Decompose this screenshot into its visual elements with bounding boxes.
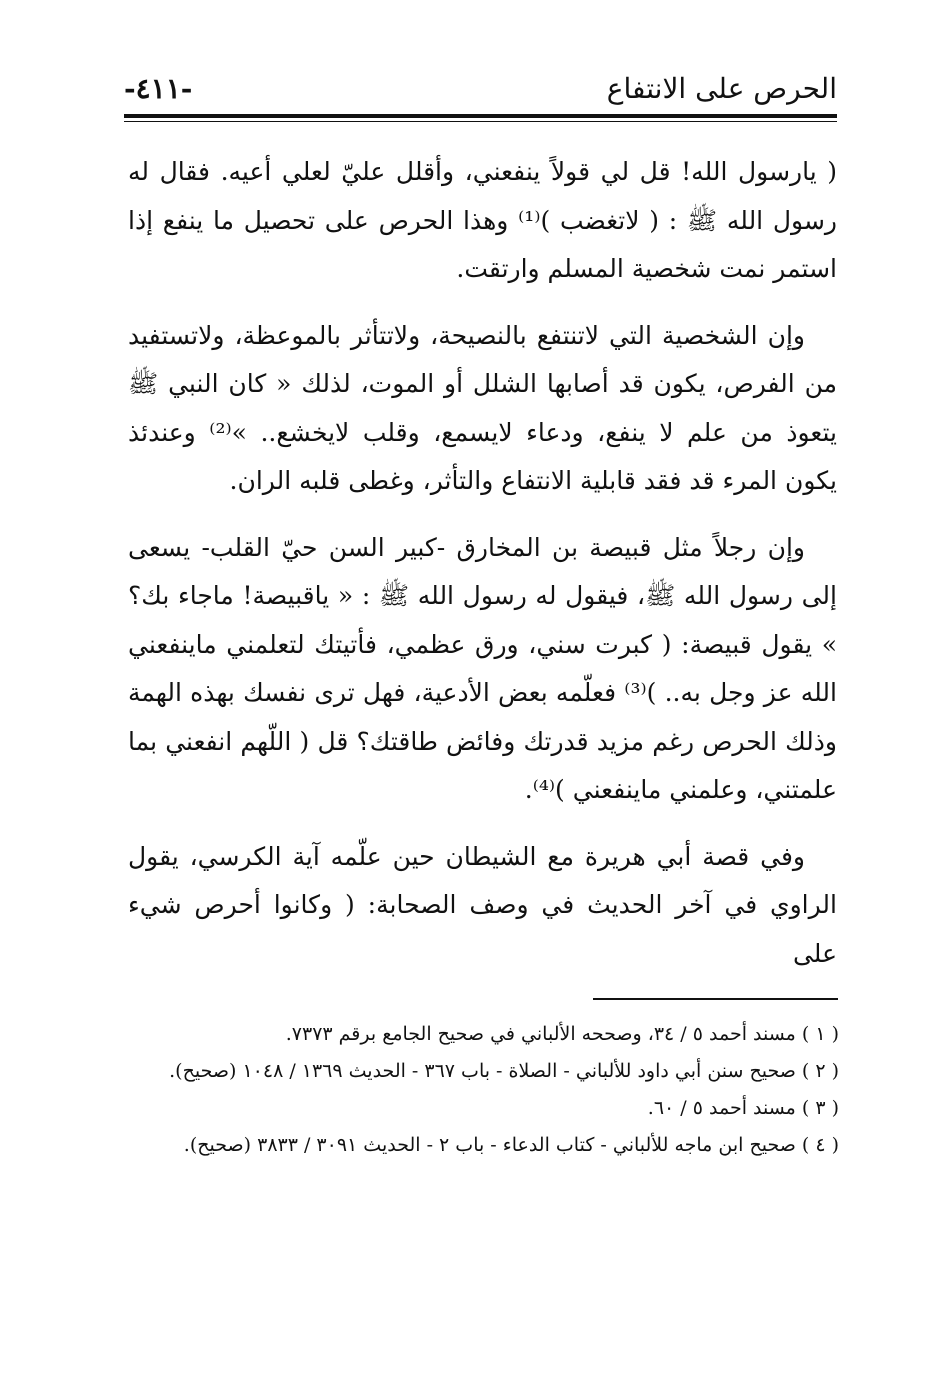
footnote-number: ( ٣ )	[801, 1097, 839, 1119]
footnote-text: صحيح سنن أبي داود للألباني - الصلاة - باب ٣٦٧ - الحديث ١٣٦٩ / ١٠٤٨ (صحيح).	[169, 1060, 796, 1082]
footnote-number: ( ٢ )	[801, 1060, 839, 1082]
paragraph-4: وفي قصة أبي هريرة مع الشيطان حين علّمه آية الكرسي، يقول الراوي في آخر الحديث في وصف الصحابة: ( وكانوا أحرص شيء على	[128, 841, 837, 968]
footnote-text: صحيح ابن ماجه للألباني - كتاب الدعاء - باب ٢ - الحديث ٣٠٩١ / ٣٨٣٣ (صحيح).	[183, 1134, 796, 1156]
footnote-separator	[593, 998, 838, 1000]
running-title: الحرص على الانتفاع	[606, 72, 837, 105]
header-rule-thick	[124, 114, 837, 118]
body-text	[128, 148, 837, 996]
footnote-1	[128, 1018, 839, 1051]
footnote-3	[128, 1092, 839, 1125]
paragraph-1: ( يارسول الله! قل لي قولاً ينفعني، وأقلل عليّ لعلي أعيه. فقال له رسول الله ﷺ : ( لاتغضب )⁽¹⁾ وهذا الحرص على تحصيل ما ينفع إذا استمر نمت شخصية المسلم وارتقت.	[128, 157, 837, 283]
page-header	[124, 66, 837, 114]
footnotes	[128, 1018, 839, 1166]
footnote-text: مسند أحمد ٥ / ٣٤، وصححه الألباني في صحيح الجامع برقم ٧٣٧٣.	[285, 1023, 796, 1045]
page-number: -٤١١-	[124, 72, 193, 105]
paragraph-3: وإن رجلاً مثل قبيصة بن المخارق -كبير السن حيّ القلب- يسعى إلى رسول الله ﷺ، فيقول له رسول الله ﷺ : « ياقبيصة! ماجاء بك؟ » يقول قبيصة: ( كبرت سني، ورق عظمي، فأتيتك لتعلمني ماينفعني الله عز وجل به.. )⁽³⁾ فعلّمه بعض الأدعية، فهل ترى نفسك بهذه الهمة وذلك الحرص رغم مزيد قدرتك وفائض طاقتك؟ قل ( اللّهم انفعني بما علمتني، وعلمني ماينفعني )⁽⁴⁾.	[128, 532, 837, 804]
header-rule-thin	[124, 121, 837, 122]
footnote-text: مسند أحمد ٥ / ٦٠.	[647, 1097, 796, 1119]
footnote-number: ( ١ )	[801, 1023, 839, 1045]
paragraph-2: وإن الشخصية التي لاتنتفع بالنصيحة، ولاتتأثر بالموعظة، ولاتستفيد من الفرص، يكون قد أصابها الشلل أو الموت، لذلك « كان النبي ﷺ يتعوذ من علم لا ينفع، ودعاء لايسمع، وقلب لايخشع.. »⁽²⁾ وعندئذ يكون المرء قد فقد قابلية الانتفاع والتأثر، وغطى قلبه الران.	[128, 320, 837, 495]
footnote-4	[128, 1129, 839, 1162]
footnote-2	[128, 1055, 839, 1088]
footnote-number: ( ٤ )	[801, 1134, 839, 1156]
